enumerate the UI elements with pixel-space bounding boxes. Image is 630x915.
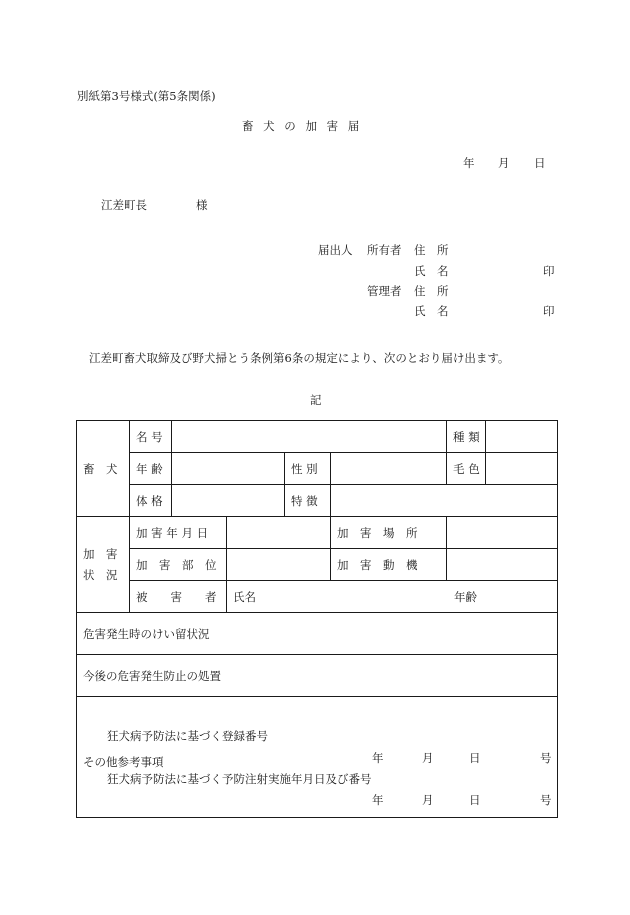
report-table bbox=[76, 420, 558, 818]
build-field[interactable] bbox=[172, 485, 285, 517]
harm-date-label: 加 害 年 月 日 bbox=[130, 517, 227, 549]
dog-section-label: 畜 犬 bbox=[77, 421, 130, 517]
other-notes-title: その他参考事項 bbox=[83, 755, 164, 769]
coat-color-field[interactable] bbox=[486, 453, 558, 485]
vaccination-day: 日 bbox=[469, 793, 481, 807]
victim-field[interactable] bbox=[227, 581, 558, 613]
breed-field[interactable] bbox=[486, 421, 558, 453]
harm-place-field[interactable] bbox=[447, 517, 558, 549]
vaccination-label: 狂犬病予防法に基づく予防注射実施年月日及び番号 bbox=[107, 772, 372, 786]
registration-month: 月 bbox=[422, 751, 434, 765]
date-month-label: 月 bbox=[498, 156, 510, 170]
vaccination-month: 月 bbox=[422, 793, 434, 807]
manager-name-label: 氏 名 bbox=[414, 304, 449, 318]
tether-status-field[interactable] bbox=[77, 613, 558, 655]
breed-label: 種 類 bbox=[447, 421, 486, 453]
sex-label: 性 別 bbox=[285, 453, 331, 485]
manager-address-label: 住 所 bbox=[414, 284, 449, 298]
tether-status-label: 危害発生時のけい留状況 bbox=[83, 626, 210, 641]
name-label: 名 号 bbox=[130, 421, 172, 453]
name-field[interactable] bbox=[172, 421, 447, 453]
page-title: 畜 犬 の 加 害 届 bbox=[242, 119, 363, 133]
ki-heading: 記 bbox=[310, 393, 322, 407]
vaccination-year: 年 bbox=[372, 793, 384, 807]
owner-seal-mark: 印 bbox=[543, 264, 555, 278]
victim-label: 被 害 者 bbox=[130, 581, 227, 613]
registration-year: 年 bbox=[372, 751, 384, 765]
feature-field[interactable] bbox=[331, 485, 558, 517]
victim-age-label: 年齢 bbox=[454, 590, 477, 604]
date-day-label: 日 bbox=[534, 156, 546, 170]
applicant-label: 届出人 bbox=[318, 243, 353, 257]
registration-day: 日 bbox=[469, 751, 481, 765]
harm-part-label: 加 害 部 位 bbox=[130, 549, 227, 581]
harm-place-label: 加 害 場 所 bbox=[331, 517, 447, 549]
registration-label: 狂犬病予防法に基づく登録番号 bbox=[107, 729, 268, 743]
date-year-label: 年 bbox=[463, 156, 475, 170]
owner-name-label: 氏 名 bbox=[414, 264, 449, 278]
harm-motive-field[interactable] bbox=[447, 549, 558, 581]
other-notes-field[interactable] bbox=[77, 697, 558, 818]
vaccination-number: 号 bbox=[540, 793, 552, 807]
owner-label: 所有者 bbox=[367, 243, 402, 257]
form-number: 別紙第3号様式(第5条関係) bbox=[77, 89, 216, 103]
coat-color-label: 毛 色 bbox=[447, 453, 486, 485]
age-label: 年 齢 bbox=[130, 453, 172, 485]
addressee-honorific: 様 bbox=[196, 198, 208, 212]
feature-label: 特 徴 bbox=[285, 485, 331, 517]
statement-text: 江差町畜犬取締及び野犬掃とう条例第6条の規定により、次のとおり届け出ます。 bbox=[89, 351, 510, 365]
build-label: 体 格 bbox=[130, 485, 172, 517]
harm-motive-label: 加 害 動 機 bbox=[331, 549, 447, 581]
registration-number: 号 bbox=[540, 751, 552, 765]
harm-part-field[interactable] bbox=[227, 549, 331, 581]
sex-field[interactable] bbox=[331, 453, 447, 485]
prevention-label: 今後の危害発生防止の処置 bbox=[83, 668, 221, 683]
victim-name-label: 氏名 bbox=[233, 589, 256, 604]
harm-section-label: 加 害 状 況 bbox=[77, 517, 130, 613]
manager-seal-mark: 印 bbox=[543, 304, 555, 318]
addressee-name: 江差町長 bbox=[101, 198, 147, 212]
harm-date-field[interactable] bbox=[227, 517, 331, 549]
age-field[interactable] bbox=[172, 453, 285, 485]
owner-address-label: 住 所 bbox=[414, 243, 449, 257]
prevention-field[interactable] bbox=[77, 655, 558, 697]
manager-label: 管理者 bbox=[367, 284, 402, 298]
